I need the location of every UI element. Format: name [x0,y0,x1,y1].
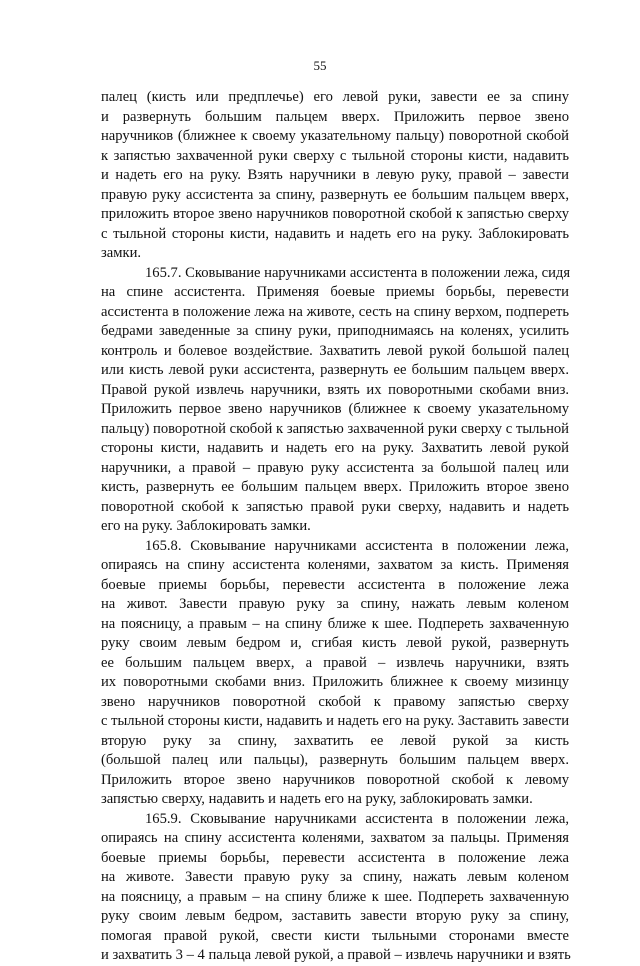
text-line: на животе. Завести правую руку за спину, нажать левым коленом [101,869,569,885]
text-line: 165.9. Сковывание наручниками ассистента в положении лежа, [145,810,569,827]
text-line: Приложить первое звено наручников (ближнее к своему указательному [101,401,569,417]
text-line: руку своим левым бедром, заставить завести вторую руку за спину, [101,908,569,924]
text-line: ассистента в положение лежа на животе, сесть на спину верхом, подпереть [101,303,569,320]
paragraph [101,537,569,810]
text-line: приложить второе звено наручников поворотной скобой к запястью сверху [101,206,569,222]
text-line: звено наручников поворотной скобой к правому запястью сверху [101,693,569,710]
text-line: правую руку ассистента за спину, развернуть ее большим пальцем вверх, [101,186,569,203]
text-line: и развернуть большим пальцем вверх. Приложить первое звено [101,108,569,125]
text-line: с тыльной стороны кисти, надавить и надеть его на руку. Заставить завести [101,713,570,729]
text-line: и захватить 3 – 4 пальца левой рукой, а правой – извлечь наручники и взять [101,947,571,963]
text-line: вторую руку за спину, захватить ее левой рукой за кисть [101,732,569,749]
text-line: 165.8. Сковывание наручниками ассистента в положении лежа, [145,537,569,554]
text-line: поворотной скобой к запястью правой руки сверху, надавить и надеть [101,498,569,515]
text-line: 165.7. Сковывание наручниками ассистента в положении лежа, сидя [145,264,571,281]
text-line: (большой палец или пальцы), развернуть большим пальцем вверх. [101,752,569,768]
text-line: руку своим левым бедром и, сгибая кисть левой рукой, развернуть [101,635,569,651]
text-line: или кисть левой руки ассистента, развернуть ее большим пальцем вверх. [101,362,569,378]
text-line: Правой рукой извлечь наручники, взять их поворотными скобами вниз. [101,381,569,398]
body-text [101,88,569,966]
text-line: на живот. Завести правую руку за спину, нажать левым коленом [101,596,569,612]
text-line: боевые приемы борьбы, перевести ассистента в положение лежа [101,849,569,866]
paragraph [101,88,569,264]
text-line: наручники, а правой – правую руку ассистента за большой палец или [101,459,569,476]
text-line: замки. [101,245,142,261]
page-number: 55 [313,58,327,73]
text-line: боевые приемы борьбы, перевести ассистента в положение лежа [101,576,569,593]
text-line: стороны кисти, надавить и надеть его на руку. Захватить левой рукой [101,440,569,456]
paragraph [101,810,569,966]
text-line: на спине ассистента. Применяя боевые приемы борьбы, перевести [101,284,569,300]
text-line: помогая правой рукой, свести кисти тыльными сторонами вместе [101,927,569,944]
text-line: на поясницу, а правым – на спину ближе к шее. Подпереть захваченную [101,615,569,632]
text-line: кисть, развернуть ее большим пальцем вверх. Приложить второе звено [101,479,569,495]
text-line: их поворотными скобами вниз. Приложить ближнее к своему мизинцу [101,674,569,690]
text-line: Приложить второе звено наручников поворотной скобой к левому [101,771,569,788]
text-line: ее большим пальцем вверх, а правой – извлечь наручники, взять [101,654,569,671]
text-line: с тыльной стороны кисти, надавить и надеть его на руку. Заблокировать [101,225,569,242]
text-line: бедрами заведенные за спину руки, приподнимаясь на коленях, усилить [101,323,569,339]
paragraph [101,264,569,537]
text-line: контроль и болевое воздействие. Захватить левой рукой большой палец [101,342,569,359]
text-line: палец (кисть или предплечье) его левой руки, завести ее за спину [101,89,569,105]
text-line: опираясь на спину ассистента коленями, захватом за пальцы. Применяя [101,830,569,846]
text-line: опираясь на спину ассистента коленями, захватом за кисть. Применяя [101,557,569,573]
text-line: его на руку. Заблокировать замки. [101,518,311,534]
text-line: наручников (ближнее к своему указательному пальцу) поворотной скобой [101,128,569,144]
text-line: запястью сверху, надавить и надеть его на руку, заблокировать замки. [101,791,533,807]
text-line: на поясницу, а правым – на спину ближе к шее. Подпереть захваченную [101,888,569,905]
text-line: к запястью захваченной руки сверху с тыльной стороны кисти, надавить [101,147,569,164]
text-line: и надеть его на руку. Взять наручники в левую руку, правой – завести [101,167,569,183]
text-line: пальцу) поворотной скобой к запястью захваченной руки сверху с тыльной [101,420,569,437]
